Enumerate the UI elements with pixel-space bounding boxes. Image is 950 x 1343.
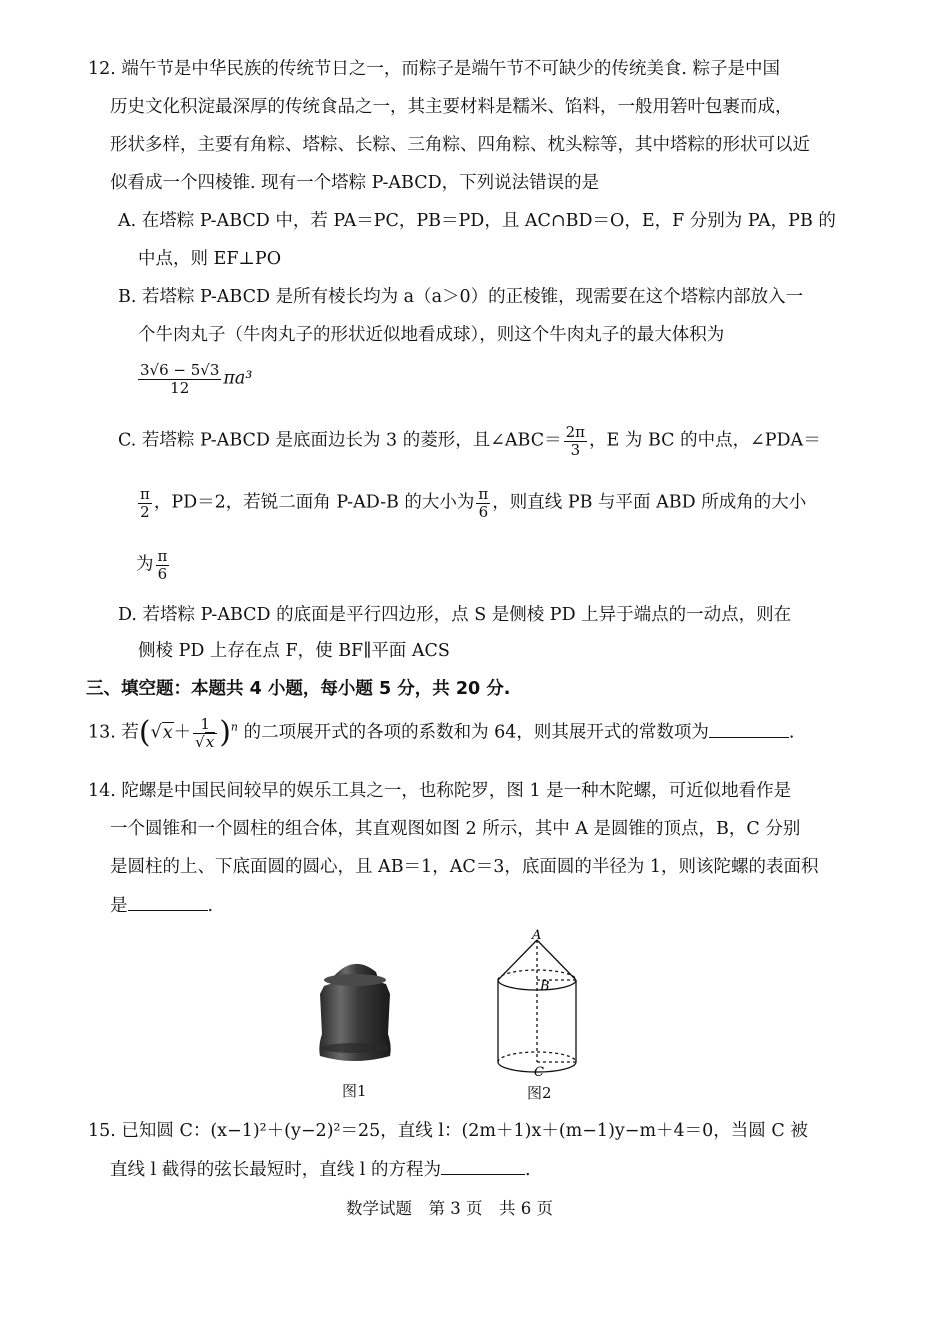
q12-option-b-line2: 个牛肉丸子（牛肉丸子的形状近似地看成球），则这个牛肉丸子的最大体积为 bbox=[138, 325, 725, 345]
figure-1-caption: 图1 bbox=[342, 1082, 367, 1100]
q13-post: 的二项展开式的各项的系数和为 64，则其展开式的常数项为 bbox=[243, 722, 709, 743]
volume-fraction-denominator: 12 bbox=[170, 378, 190, 397]
q15-line1: 15. 已知圆 C：(x−1)²＋(y−2)²＝25，直线 l：(2m＋1)x＋(m−1)y−m＋4＝0，当圆 C 被 bbox=[88, 1121, 808, 1141]
q12-option-c-line1-post: ，E 为 BC 的中点，∠PDA＝ bbox=[589, 430, 821, 451]
q12-option-c-line1-pre: C. 若塔粽 P-ABCD 是底面边长为 3 的菱形，且∠ABC＝ bbox=[118, 430, 562, 451]
q13 bbox=[88, 716, 795, 750]
q12-option-d-line2: 侧棱 PD 上存在点 F，使 BF∥平面 ACS bbox=[138, 641, 450, 661]
q13-answer-blank[interactable] bbox=[709, 721, 789, 738]
q14-line3: 是圆柱的上、下底面圆的圆心，且 AB＝1，AC＝3，底面圆的半径为 1，则该陀螺的表面积 bbox=[110, 857, 819, 877]
q14-line4-end: . bbox=[207, 896, 214, 916]
q12-option-c-line3-pre: 为 bbox=[136, 554, 154, 575]
q12-stem-line3: 形状多样，主要有角粽、塔粽、长粽、三角粽、四角粽、枕头粽等，其中塔粽的形状可以近 bbox=[110, 135, 810, 155]
angle-pda-fraction bbox=[138, 486, 152, 520]
q13-end: . bbox=[788, 722, 795, 743]
angle-abc-denominator: 3 bbox=[570, 440, 581, 459]
answer-angle-numerator: π bbox=[157, 547, 168, 565]
reciprocal-sqrt-fraction bbox=[193, 716, 217, 750]
q15-line2-pre: 直线 l 截得的弦长最短时，直线 l 的方程为 bbox=[110, 1160, 441, 1180]
reciprocal-numerator: 1 bbox=[193, 716, 217, 734]
q13-plus: ＋ bbox=[173, 722, 192, 743]
q15-line2-end: . bbox=[524, 1160, 531, 1180]
dihedral-angle-fraction bbox=[476, 486, 490, 520]
cone-left-edge bbox=[498, 940, 537, 980]
label-b: B bbox=[540, 979, 550, 994]
q12-option-b-formula bbox=[136, 362, 252, 396]
volume-fraction-tail: πa³ bbox=[223, 368, 253, 389]
section-heading: 三、填空题：本题共 4 小题，每小题 5 分，共 20 分. bbox=[86, 679, 511, 699]
q12-option-c-line1 bbox=[118, 424, 821, 458]
angle-abc-numerator: 2π bbox=[565, 423, 586, 441]
q14-line1: 14. 陀螺是中国民间较早的娱乐工具之一，也称陀罗，图 1 是一种木陀螺，可近似地看作是 bbox=[88, 781, 792, 801]
reciprocal-denominator: √x bbox=[195, 732, 215, 751]
q13-open-paren: ( bbox=[138, 715, 151, 750]
answer-angle-fraction bbox=[156, 548, 170, 582]
q12-option-a-line2: 中点，则 EF⊥PO bbox=[138, 249, 282, 269]
q12-stem-line1: 12. 端午节是中华民族的传统节日之一，而粽子是端午节不可缺少的传统美食. 粽子是中国 bbox=[88, 59, 781, 79]
q13-exponent: n bbox=[230, 720, 238, 734]
q14-line4-pre: 是 bbox=[110, 896, 128, 916]
answer-angle-denominator: 6 bbox=[157, 564, 168, 583]
q12-option-a-line1: A. 在塔粽 P-ABCD 中，若 PA＝PC，PB＝PD，且 AC∩BD＝O，E，F 分别为 PA，PB 的 bbox=[118, 211, 836, 231]
top-groove-upper bbox=[324, 974, 386, 986]
q15-answer-blank[interactable] bbox=[441, 1158, 525, 1175]
page-footer: 数学试题 第 3 页 共 6 页 bbox=[346, 1199, 553, 1218]
figure-1-spinning-top-photo bbox=[310, 950, 400, 1080]
q12-option-d-line1: D. 若塔粽 P-ABCD 的底面是平行四边形，点 S 是侧棱 PD 上异于端点的一动点，则在 bbox=[118, 605, 792, 625]
q13-close-paren: ) bbox=[219, 715, 231, 750]
q12-stem-line4: 似看成一个四棱锥. 现有一个塔粽 P-ABCD，下列说法错误的是 bbox=[110, 173, 600, 193]
label-a: A bbox=[532, 928, 542, 943]
cone-right-edge bbox=[537, 940, 576, 980]
q14-line4 bbox=[110, 894, 213, 917]
angle-abc-fraction bbox=[564, 424, 587, 458]
q12-option-c-line2-post: ，则直线 PB 与平面 ABD 所成角的大小 bbox=[492, 492, 807, 513]
sqrt-x-radicand: x bbox=[162, 722, 173, 743]
q15-line2 bbox=[110, 1158, 531, 1181]
q12-stem-line2: 历史文化积淀最深厚的传统食品之一，其主要材料是糯米、馅料，一般用箬叶包裹而成， bbox=[110, 97, 793, 117]
figure-2-cone-cylinder-diagram bbox=[488, 928, 588, 1080]
dihedral-angle-denominator: 6 bbox=[478, 502, 489, 521]
dihedral-angle-numerator: π bbox=[478, 485, 489, 503]
q12-option-c-line2 bbox=[136, 486, 806, 520]
q14-line2: 一个圆锥和一个圆柱的组合体，其直观图如图 2 所示，其中 A 是圆锥的顶点，B，C 分别 bbox=[110, 819, 801, 839]
q12-option-c-line2-mid: ，PD＝2，若锐二面角 P-AD-B 的大小为 bbox=[153, 492, 475, 513]
reciprocal-radicand: x bbox=[205, 732, 215, 751]
q14-answer-blank[interactable] bbox=[128, 894, 208, 911]
label-c: C bbox=[534, 1065, 544, 1080]
q13-pre: 13. 若 bbox=[88, 722, 139, 743]
volume-fraction bbox=[138, 362, 221, 396]
angle-pda-denominator: 2 bbox=[140, 502, 150, 521]
q12-option-c-line3 bbox=[136, 548, 171, 582]
top-groove-lower bbox=[321, 1043, 389, 1053]
sqrt-x: √x bbox=[150, 722, 173, 743]
figure-2-caption: 图2 bbox=[527, 1084, 552, 1102]
angle-pda-numerator: π bbox=[140, 485, 150, 503]
volume-fraction-numerator: 3√6 − 5√3 bbox=[140, 361, 220, 379]
q12-option-b-line1: B. 若塔粽 P-ABCD 是所有棱长均为 a（a＞0）的正棱锥，现需要在这个塔粽内部放入一 bbox=[118, 287, 804, 307]
